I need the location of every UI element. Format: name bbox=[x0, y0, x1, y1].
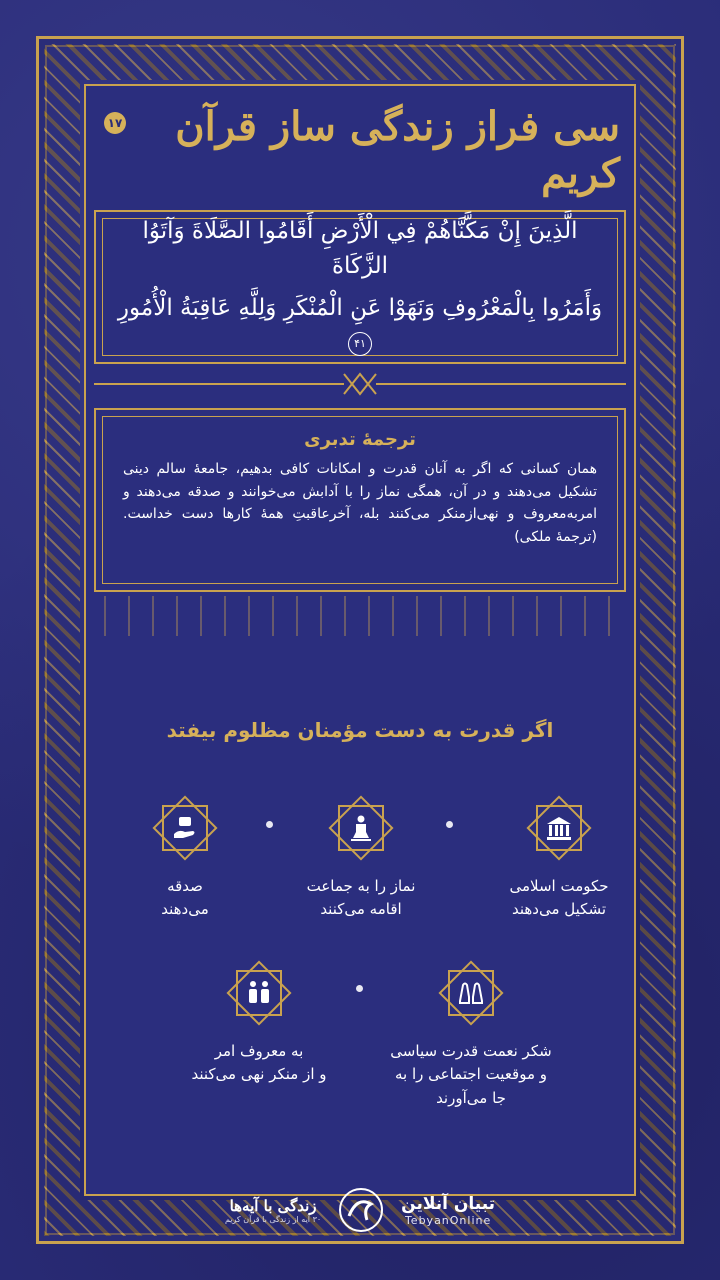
translation-text: همان کسانی که اگر به آنان قدرت و امکانات کافی بدهیم، جامعهٔ سالم دینی تشکیل می‌دهند و در آن، همگی نماز را با آدابش می‌خوانند و صدقه می‌دهند و امربه‌معروف و نهی‌ازمنکر می‌کنند بله، آخرعاقبتِ همهٔ کارها دست خداست. (ترجمهٔ ملکی) bbox=[123, 461, 597, 546]
feature-label-line2: می‌دهند bbox=[161, 900, 209, 919]
charity-hand-icon bbox=[171, 814, 199, 842]
title-number-badge: ۱۷ bbox=[104, 112, 126, 134]
ayah-number-marker: ۴۱ bbox=[348, 332, 372, 356]
feature-label-line1: نماز را به جماعت bbox=[306, 877, 416, 895]
tebyan-logo-en: TebyanOnline bbox=[404, 1213, 492, 1227]
separator-dot bbox=[356, 985, 363, 992]
feature-charity bbox=[100, 795, 270, 922]
feature-badge bbox=[526, 795, 592, 861]
feature-label-line3: جا می‌آورند bbox=[436, 1088, 506, 1107]
verse-line-2-text: وَأَمَرُوا بِالْمَعْرُوفِ وَنَهَوْا عَنِ الْمُنْكَرِ وَلِلَّهِ عَاقِبَةُ الْأُمُورِ bbox=[117, 295, 603, 321]
series-logo-subtitle: ۳۰ آیه از زندگی با قرآن کریم bbox=[224, 1214, 322, 1224]
feature-label-line2: اقامه می‌کنند bbox=[320, 900, 402, 919]
translation-title: ترجمهٔ تدبری bbox=[304, 429, 416, 450]
feature-badge bbox=[152, 795, 218, 861]
section-divider bbox=[94, 370, 626, 398]
translation-inner bbox=[102, 416, 618, 584]
feature-label-line2: و موقعیت اجتماعی را به bbox=[394, 1065, 548, 1084]
ornament-row bbox=[94, 596, 626, 636]
tebyan-logo-fa: تبیان آنلاین bbox=[401, 1193, 496, 1214]
calligraphy-emblem-icon bbox=[337, 1186, 385, 1234]
section-headline: اگر قدرت به دست مؤمنان مظلوم بیفتد bbox=[166, 718, 554, 742]
praying-hands-icon bbox=[457, 979, 485, 1007]
feature-prayer bbox=[276, 795, 446, 922]
series-logo bbox=[225, 1197, 321, 1224]
verse-line-2 bbox=[117, 291, 603, 360]
feature-badge bbox=[328, 795, 394, 861]
praying-person-icon bbox=[347, 814, 375, 842]
feature-badge bbox=[438, 960, 504, 1026]
verse-box bbox=[94, 210, 626, 364]
feature-label-line1: شکر نعمت قدرت سیاسی bbox=[390, 1042, 552, 1060]
feature-label-line2: و از منکر نهی می‌کنند bbox=[191, 1065, 327, 1084]
separator-dot bbox=[446, 821, 453, 828]
feature-badge bbox=[226, 960, 292, 1026]
page-title: سی فراز زندگی ساز قرآن کریم bbox=[175, 103, 620, 197]
verse-line-1: الَّذِينَ إِنْ مَكَّنَّاهُمْ فِي الْأَرْضِ أَقَامُوا الصَّلَاةَ وَآتَوُا الزَّكَاةَ bbox=[142, 218, 578, 279]
feature-enjoin-good bbox=[174, 960, 344, 1087]
feature-government bbox=[474, 795, 644, 922]
title-area bbox=[100, 100, 620, 200]
feature-label-line1: حکومت اسلامی bbox=[509, 877, 609, 895]
verse-inner bbox=[102, 218, 618, 356]
tebyan-logo[interactable] bbox=[401, 1194, 495, 1227]
feature-label-line1: صدقه bbox=[167, 877, 203, 895]
feature-gratitude bbox=[386, 960, 556, 1110]
feature-label-line2: تشکیل می‌دهند bbox=[511, 900, 607, 919]
series-logo-title: زندگی با آیه‌ها bbox=[229, 1196, 317, 1215]
translation-box bbox=[94, 408, 626, 592]
two-people-icon bbox=[245, 979, 273, 1007]
footer-logos bbox=[200, 1178, 520, 1242]
feature-label-line1: به معروف امر bbox=[214, 1042, 304, 1060]
government-building-icon bbox=[545, 814, 573, 842]
